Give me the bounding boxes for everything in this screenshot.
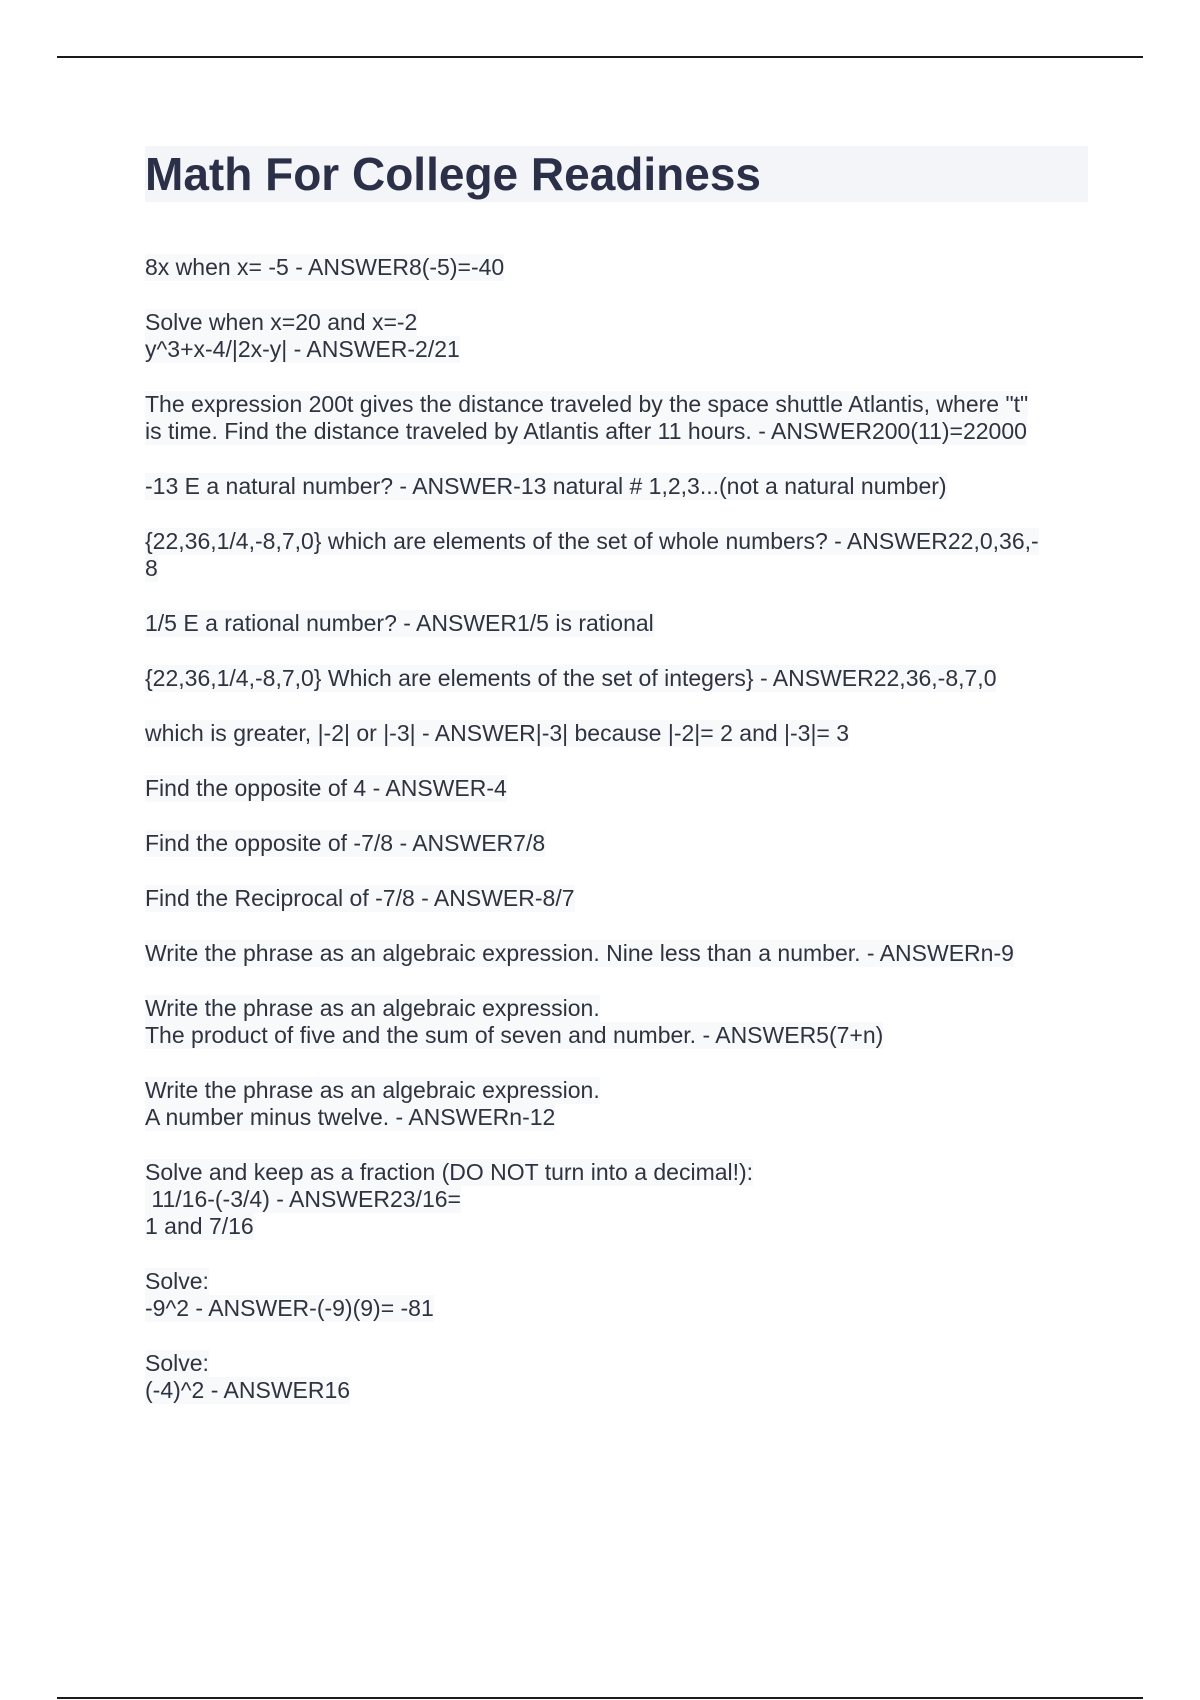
qa-line: Find the opposite of -7/8 - ANSWER7/8 xyxy=(145,830,546,856)
qa-line: is time. Find the distance traveled by Atlantis after 11 hours. - ANSWER200(11)=22000 xyxy=(145,418,1027,444)
qa-line: Solve: xyxy=(145,1350,209,1376)
qa-line: 1 and 7/16 xyxy=(145,1213,254,1239)
bottom-rule xyxy=(57,1697,1143,1699)
qa-line: Solve and keep as a fraction (DO NOT turn into a decimal!): xyxy=(145,1159,754,1185)
qa-line: which is greater, |-2| or |-3| - ANSWER|-3| because |-2|= 2 and |-3|= 3 xyxy=(145,720,850,746)
question-answer-list xyxy=(145,254,1095,1432)
qa-line: -13 E a natural number? - ANSWER-13 natural # 1,2,3...(not a natural number) xyxy=(145,473,947,499)
qa-line: y^3+x-4/|2x-y| - ANSWER-2/21 xyxy=(145,336,460,362)
qa-line: Write the phrase as an algebraic expression. Nine less than a number. - ANSWERn-9 xyxy=(145,940,1014,966)
qa-item xyxy=(145,528,1095,582)
qa-item xyxy=(145,720,1095,747)
qa-line: Find the opposite of 4 - ANSWER-4 xyxy=(145,775,507,801)
qa-line: 8 xyxy=(145,555,158,581)
qa-line: 8x when x= -5 - ANSWER8(-5)=-40 xyxy=(145,254,505,280)
qa-line: (-4)^2 - ANSWER16 xyxy=(145,1377,351,1403)
qa-line: Solve: xyxy=(145,1268,209,1294)
qa-item xyxy=(145,1159,1095,1240)
qa-item xyxy=(145,775,1095,802)
qa-line: A number minus twelve. - ANSWERn-12 xyxy=(145,1104,556,1130)
qa-line: 1/5 E a rational number? - ANSWER1/5 is rational xyxy=(145,610,654,636)
qa-line: Write the phrase as an algebraic expression. xyxy=(145,1077,600,1103)
top-rule xyxy=(57,56,1143,58)
qa-item xyxy=(145,1268,1095,1322)
qa-item xyxy=(145,995,1095,1049)
qa-line: The product of five and the sum of seven and number. - ANSWER5(7+n) xyxy=(145,1022,884,1048)
qa-item xyxy=(145,473,1095,500)
qa-item xyxy=(145,610,1095,637)
qa-item xyxy=(145,254,1095,281)
qa-line: {22,36,1/4,-8,7,0} Which are elements of the set of integers} - ANSWER22,36,-8,7,0 xyxy=(145,665,997,691)
qa-item xyxy=(145,885,1095,912)
qa-line: {22,36,1/4,-8,7,0} which are elements of the set of whole numbers? - ANSWER22,0,36,- xyxy=(145,528,1039,554)
qa-line: Find the Reciprocal of -7/8 - ANSWER-8/7 xyxy=(145,885,575,911)
document-title: Math For College Readiness xyxy=(145,148,762,200)
qa-item xyxy=(145,940,1095,967)
qa-item xyxy=(145,1077,1095,1131)
qa-item xyxy=(145,391,1095,445)
qa-item xyxy=(145,830,1095,857)
qa-item xyxy=(145,665,1095,692)
qa-item xyxy=(145,1350,1095,1404)
qa-line: Solve when x=20 and x=-2 xyxy=(145,309,418,335)
qa-line: 11/16-(-3/4) - ANSWER23/16= xyxy=(145,1186,461,1212)
qa-line: -9^2 - ANSWER-(-9)(9)= -81 xyxy=(145,1295,434,1321)
qa-line: Write the phrase as an algebraic expression. xyxy=(145,995,600,1021)
qa-item xyxy=(145,309,1095,363)
qa-line: The expression 200t gives the distance traveled by the space shuttle Atlantis, where "t" xyxy=(145,391,1029,417)
